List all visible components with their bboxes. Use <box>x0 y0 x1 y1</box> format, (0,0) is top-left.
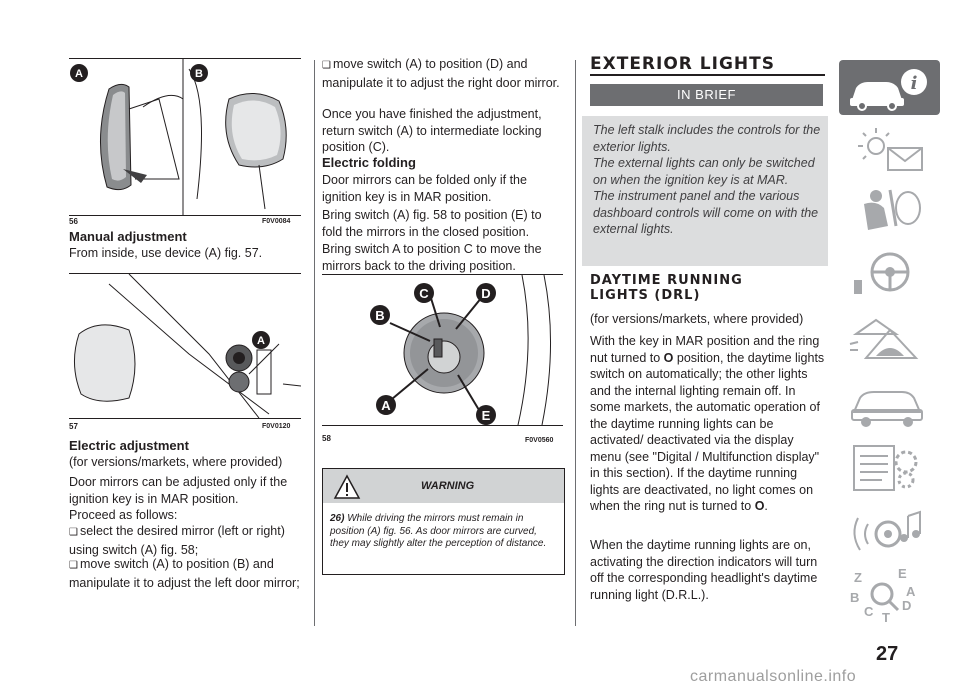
figure-56 <box>69 58 301 216</box>
paragraph: When the daytime running lights are on, activating the direction indicators will turn off the corresponding headlight's daytime running light (D.R.L.). <box>590 538 818 602</box>
brief-line: The external lights can only be switched on when the ignition key is at MAR. <box>593 156 815 187</box>
label-a: A <box>381 398 391 413</box>
heading-drl: DAYTIME RUNNING LIGHTS (DRL) <box>590 273 743 303</box>
label-b: B <box>375 308 385 323</box>
emergency-icon[interactable] <box>846 314 934 368</box>
in-brief-header: IN BRIEF <box>590 84 823 106</box>
bullet-text: move switch (A) to position (B) and manipulate it to adjust the left door mirror; <box>69 557 300 590</box>
label-a: A <box>257 335 265 347</box>
label-b: B <box>195 68 203 80</box>
label-d: D <box>481 286 491 301</box>
steering-wheel-icon[interactable] <box>846 250 934 300</box>
svg-text:i: i <box>910 73 918 94</box>
warning-triangle-icon <box>333 474 361 500</box>
safety-airbag-icon[interactable] <box>846 186 934 236</box>
brief-line: The instrument panel and the various dashboard controls will come on with the external lights. <box>593 189 819 236</box>
paragraph: (for versions/markets, where provided) <box>69 455 283 469</box>
warning-box <box>322 468 565 575</box>
section-title: EXTERIOR LIGHTS <box>590 54 775 74</box>
warning-body: While driving the mirrors must remain in position (A) fig. 56. As door mirrors are curved, they may slightly alter the perception of distance. <box>330 513 547 549</box>
multimedia-icon[interactable] <box>846 504 934 558</box>
figure-code: F0V0560 <box>525 437 554 444</box>
bullet-item <box>69 523 301 558</box>
index-letter: T <box>882 610 890 624</box>
title-rule <box>590 74 825 76</box>
car-maintenance-icon[interactable] <box>846 380 934 430</box>
warning-text <box>330 513 556 551</box>
index-letter: Z <box>854 570 862 585</box>
paragraph: Once you have finished the adjustment, return switch (A) to intermediate locking position (C). <box>322 107 542 154</box>
figure-number: 57 <box>69 422 78 431</box>
bullet-item <box>322 56 562 91</box>
technical-data-icon[interactable] <box>846 440 934 494</box>
paragraph <box>590 333 826 515</box>
brief-line: The left stalk includes the controls for the exterior lights. <box>593 123 821 154</box>
heading-electric-adjustment: Electric adjustment <box>69 438 189 453</box>
drl-text: position, the daytime lights switch on automatically; the other lights and the internal lighting remain off. In some markets, the automatic operation of the daytime running lights can be activated/ deactivated via the display menu (see "Digital / Multifunction display" in this section). If the daytime running lights are deactivated, no light comes on when the ring nut is turned to <box>590 350 825 513</box>
warning-header <box>323 469 564 503</box>
paragraph: Bring switch A to position C to move the mirrors back to the driving position. <box>322 242 542 273</box>
figure-58 <box>322 274 563 426</box>
label-e: E <box>481 408 491 423</box>
index-letter: E <box>898 566 907 581</box>
ring-nut-symbol: O <box>663 350 674 365</box>
drl-text: With the key in MAR position and the ring nut turned to <box>590 334 820 365</box>
figure-number: 56 <box>69 217 78 226</box>
figure-code: F0V0120 <box>262 423 291 430</box>
car-info-icon[interactable] <box>846 64 934 112</box>
bullet-item <box>69 556 301 591</box>
paragraph: Proceed as follows: <box>69 508 178 522</box>
mirror-switch-illustration <box>322 275 563 425</box>
warning-number: 26) <box>330 513 345 524</box>
ring-nut-symbol: O <box>754 499 765 513</box>
paragraph: Bring switch (A) fig. 58 to position (E) to fold the mirrors in the closed position. <box>322 208 542 239</box>
figure-number: 58 <box>322 434 331 443</box>
paragraph: Door mirrors can be adjusted only if the ignition key is in MAR position. <box>69 475 288 506</box>
in-brief-text <box>593 122 821 238</box>
paragraph: (for versions/markets, where provided) <box>590 312 804 326</box>
drl-text: . <box>764 499 768 513</box>
paragraph: From inside, use device (A) fig. 57. <box>69 246 263 260</box>
index-icon[interactable] <box>846 566 934 624</box>
page-number: 27 <box>876 643 899 665</box>
heading-manual-adjustment: Manual adjustment <box>69 229 187 244</box>
column-divider <box>575 60 576 626</box>
warning-lights-icon[interactable] <box>846 124 934 172</box>
warning-title: WARNING <box>421 480 475 492</box>
index-letter: A <box>906 584 916 599</box>
heading-electric-folding: Electric folding <box>322 155 416 170</box>
index-letter: B <box>850 590 860 605</box>
index-letter: C <box>864 604 874 619</box>
mirror-control-illustration <box>69 274 301 418</box>
bullet-text: move switch (A) to position (D) and manipulate it to adjust the right door mirror. <box>322 57 560 90</box>
label-a: A <box>75 68 83 80</box>
footer-watermark: carmanualsonline.info <box>690 668 857 685</box>
mirror-illustration <box>69 59 301 215</box>
column-divider <box>314 60 315 626</box>
bullet-text: select the desired mirror (left or right) using switch (A) fig. 58; <box>69 524 285 557</box>
figure-57 <box>69 273 301 419</box>
label-c: C <box>419 286 429 301</box>
figure-code: F0V0084 <box>262 218 291 225</box>
paragraph: Door mirrors can be folded only if the ignition key is in MAR position. <box>322 173 527 204</box>
index-letter: D <box>902 598 912 613</box>
